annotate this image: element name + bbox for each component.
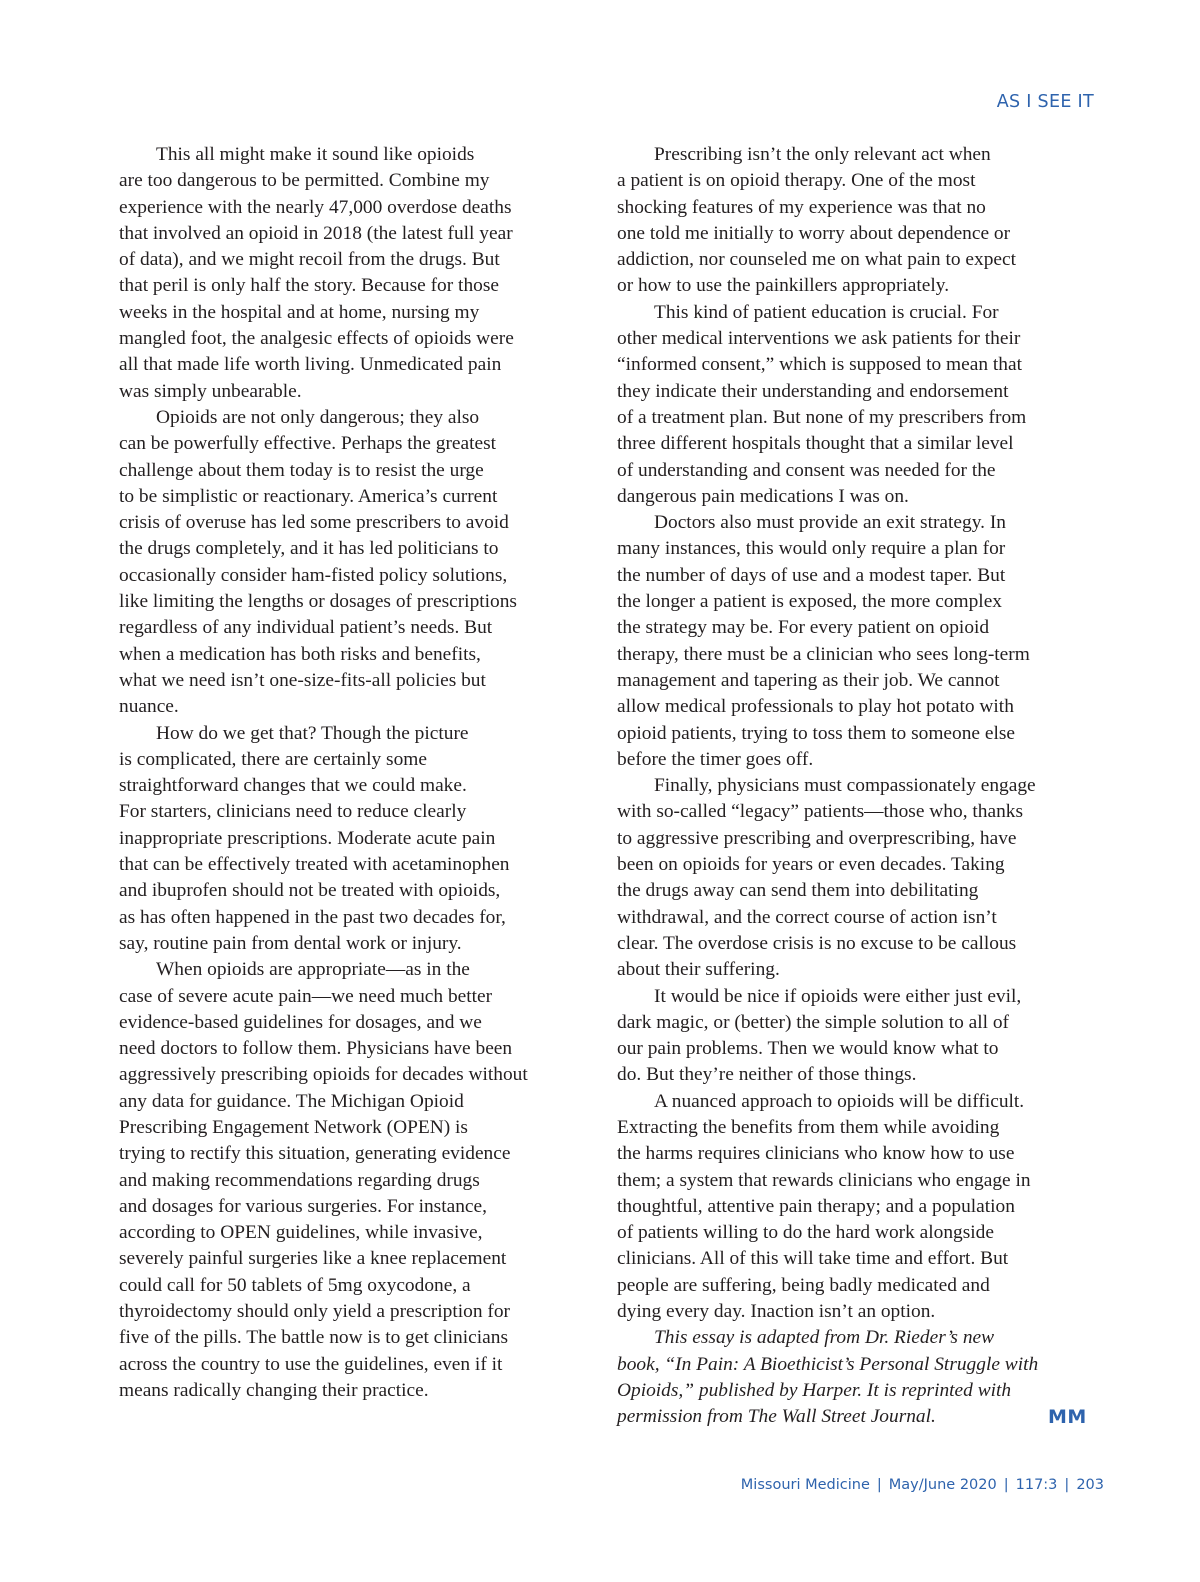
text-line: This kind of patient education is crucial. For (654, 301, 999, 323)
footer-issue-date: May/June 2020 (888, 1477, 997, 1493)
text-line: How do we get that? Though the picture (156, 722, 469, 744)
text-line: crisis of overuse has led some prescribers to avoid (119, 512, 509, 534)
text-line: the drugs completely, and it has led politicians to (119, 538, 499, 560)
text-line: about their suffering. (617, 959, 780, 981)
text-line: It would be nice if opioids were either just evil, (654, 985, 1022, 1007)
text-line: all that made life worth living. Unmedicated pain (119, 354, 502, 376)
text-line: the harms requires clinicians who know how to use (617, 1143, 1015, 1165)
article-column-left (119, 142, 564, 1404)
text-line: of data), and we might recoil from the drugs. But (119, 249, 500, 271)
text-line: A nuanced approach to opioids will be difficult. (654, 1090, 1025, 1112)
text-line: Extracting the benefits from them while avoiding (617, 1116, 1000, 1138)
text-line: case of severe acute pain—we need much better (119, 985, 493, 1007)
text-line: weeks in the hospital and at home, nursing my (119, 301, 480, 323)
text-line: of understanding and consent was needed for the (617, 459, 996, 481)
footer-separator: | (1003, 1477, 1009, 1493)
footer-publication: Missouri Medicine (740, 1477, 870, 1493)
text-line: permission from The Wall Street Journal. (617, 1406, 936, 1428)
text-line: Doctors also must provide an exit strategy. In (654, 512, 1007, 534)
text-line: addiction, nor counseled me on what pain to expect (617, 249, 1017, 271)
text-line: three different hospitals thought that a similar level (617, 433, 1014, 455)
text-line: that can be effectively treated with acetaminophen (119, 854, 510, 876)
text-line: For starters, clinicians need to reduce clearly (119, 801, 467, 823)
text-line: book, “In Pain: A Bioethicist’s Personal Struggle with (617, 1353, 1039, 1375)
text-line: nuance. (119, 696, 179, 718)
text-line: Opioids,” published by Harper. It is reprinted with (617, 1379, 1012, 1401)
text-line: when a medication has both risks and benefits, (119, 643, 481, 665)
text-line: and ibuprofen should not be treated with opioids, (119, 880, 501, 902)
text-line: means radically changing their practice. (119, 1379, 429, 1401)
text-line: they indicate their understanding and endorsement (617, 380, 1009, 402)
text-line: aggressively prescribing opioids for decades without (119, 1064, 528, 1086)
text-line: allow medical professionals to play hot potato with (617, 696, 1014, 718)
text-line: regardless of any individual patient’s needs. But (119, 617, 493, 639)
footer-separator: | (1064, 1477, 1070, 1493)
text-line: was simply unbearable. (119, 380, 302, 402)
text-line: our pain problems. Then we would know what to (617, 1038, 999, 1060)
text-line: therapy, there must be a clinician who sees long-term (617, 643, 1030, 665)
text-line: dangerous pain medications I was on. (617, 485, 909, 507)
text-line: do. But they’re neither of those things. (617, 1064, 917, 1086)
text-line: of patients willing to do the hard work alongside (617, 1222, 994, 1244)
text-line: other medical interventions we ask patients for their (617, 328, 1021, 350)
text-line: withdrawal, and the correct course of action isn’t (617, 906, 997, 928)
text-line: dying every day. Inaction isn’t an option. (617, 1301, 936, 1323)
text-line: been on opioids for years or even decades. Taking (617, 854, 1005, 876)
text-line: When opioids are appropriate—as in the (156, 959, 470, 981)
text-line: opioid patients, trying to toss them to someone else (617, 722, 1016, 744)
text-line: to aggressive prescribing and overprescribing, have (617, 827, 1017, 849)
article-column-right (617, 142, 1072, 1431)
text-line: of a treatment plan. But none of my prescribers from (617, 406, 1027, 428)
text-line: to be simplistic or reactionary. America’s current (119, 485, 498, 507)
section-header: AS I SEE IT (996, 92, 1094, 112)
text-line: occasionally consider ham-fisted policy solutions, (119, 564, 508, 586)
text-line: This essay is adapted from Dr. Rieder’s new (654, 1327, 995, 1349)
text-line: many instances, this would only require a plan for (617, 538, 1006, 560)
text-line: the strategy may be. For every patient on opioid (617, 617, 990, 639)
text-line: the drugs away can send them into debilitating (617, 880, 979, 902)
text-line: before the timer goes off. (617, 748, 814, 770)
text-line: Opioids are not only dangerous; they also (156, 406, 480, 428)
text-line: inappropriate prescriptions. Moderate acute pain (119, 827, 496, 849)
text-line: clinicians. All of this will take time and effort. But (617, 1248, 1009, 1270)
text-line: five of the pills. The battle now is to get clinicians (119, 1327, 508, 1349)
text-line: that involved an opioid in 2018 (the latest full year (119, 222, 513, 244)
text-line: that peril is only half the story. Because for those (119, 275, 499, 297)
text-line: them; a system that rewards clinicians who engage in (617, 1169, 1031, 1191)
text-line: the number of days of use and a modest taper. But (617, 564, 1006, 586)
text-line: and making recommendations regarding drugs (119, 1169, 480, 1191)
text-line: Finally, physicians must compassionately engage (654, 775, 1036, 797)
text-line: and dosages for various surgeries. For instance, (119, 1195, 487, 1217)
text-line: “informed consent,” which is supposed to mean that (617, 354, 1022, 376)
text-line: mangled foot, the analgesic effects of opioids were (119, 328, 514, 350)
text-line: a patient is on opioid therapy. One of the most (617, 170, 976, 192)
text-line: Prescribing Engagement Network (OPEN) is (119, 1116, 468, 1138)
text-line: clear. The overdose crisis is no excuse to be callous (617, 932, 1017, 954)
footer-separator: | (876, 1477, 882, 1493)
text-line: say, routine pain from dental work or injury. (119, 932, 462, 954)
footer-volume: 117:3 (1015, 1477, 1058, 1493)
text-line: This all might make it sound like opioids (156, 144, 475, 165)
footer-page-number: 203 (1076, 1477, 1104, 1493)
text-line: thoughtful, attentive pain therapy; and a population (617, 1195, 1015, 1217)
text-line: what we need isn’t one-size-fits-all policies but (119, 669, 486, 691)
text-line: as has often happened in the past two decades for, (119, 906, 506, 928)
text-line: according to OPEN guidelines, while invasive, (119, 1222, 483, 1244)
text-line: can be powerfully effective. Perhaps the greatest (119, 433, 497, 455)
text-line: shocking features of my experience was that no (617, 196, 986, 218)
text-line: people are suffering, being badly medicated and (617, 1274, 990, 1296)
text-line: dark magic, or (better) the simple solution to all of (617, 1011, 1010, 1033)
text-line: straightforward changes that we could make. (119, 775, 467, 797)
text-line: need doctors to follow them. Physicians have been (119, 1038, 513, 1060)
end-mark-logo: MM (1048, 1406, 1087, 1428)
text-line: any data for guidance. The Michigan Opioid (119, 1090, 464, 1112)
text-line: experience with the nearly 47,000 overdose deaths (119, 196, 512, 218)
text-line: could call for 50 tablets of 5mg oxycodone, a (119, 1274, 471, 1296)
text-line: one told me initially to worry about dependence or (617, 222, 1011, 244)
text-line: Prescribing isn’t the only relevant act when (654, 144, 991, 165)
text-line: severely painful surgeries like a knee replacement (119, 1248, 507, 1270)
text-line: evidence-based guidelines for dosages, and we (119, 1011, 482, 1033)
text-line: or how to use the painkillers appropriately. (617, 275, 950, 297)
text-line: management and tapering as their job. We cannot (617, 669, 1000, 691)
text-line: trying to rectify this situation, generating evidence (119, 1143, 511, 1165)
text-line: like limiting the lengths or dosages of prescriptions (119, 591, 517, 613)
page-footer (741, 1477, 1104, 1493)
text-line: across the country to use the guidelines, even if it (119, 1353, 503, 1375)
text-line: challenge about them today is to resist the urge (119, 459, 484, 481)
text-line: with so-called “legacy” patients—those who, thanks (617, 801, 1024, 823)
text-line: the longer a patient is exposed, the more complex (617, 591, 1003, 613)
text-line: is complicated, there are certainly some (119, 748, 427, 770)
text-line: thyroidectomy should only yield a prescription for (119, 1301, 510, 1323)
text-line: are too dangerous to be permitted. Combine my (119, 170, 490, 192)
